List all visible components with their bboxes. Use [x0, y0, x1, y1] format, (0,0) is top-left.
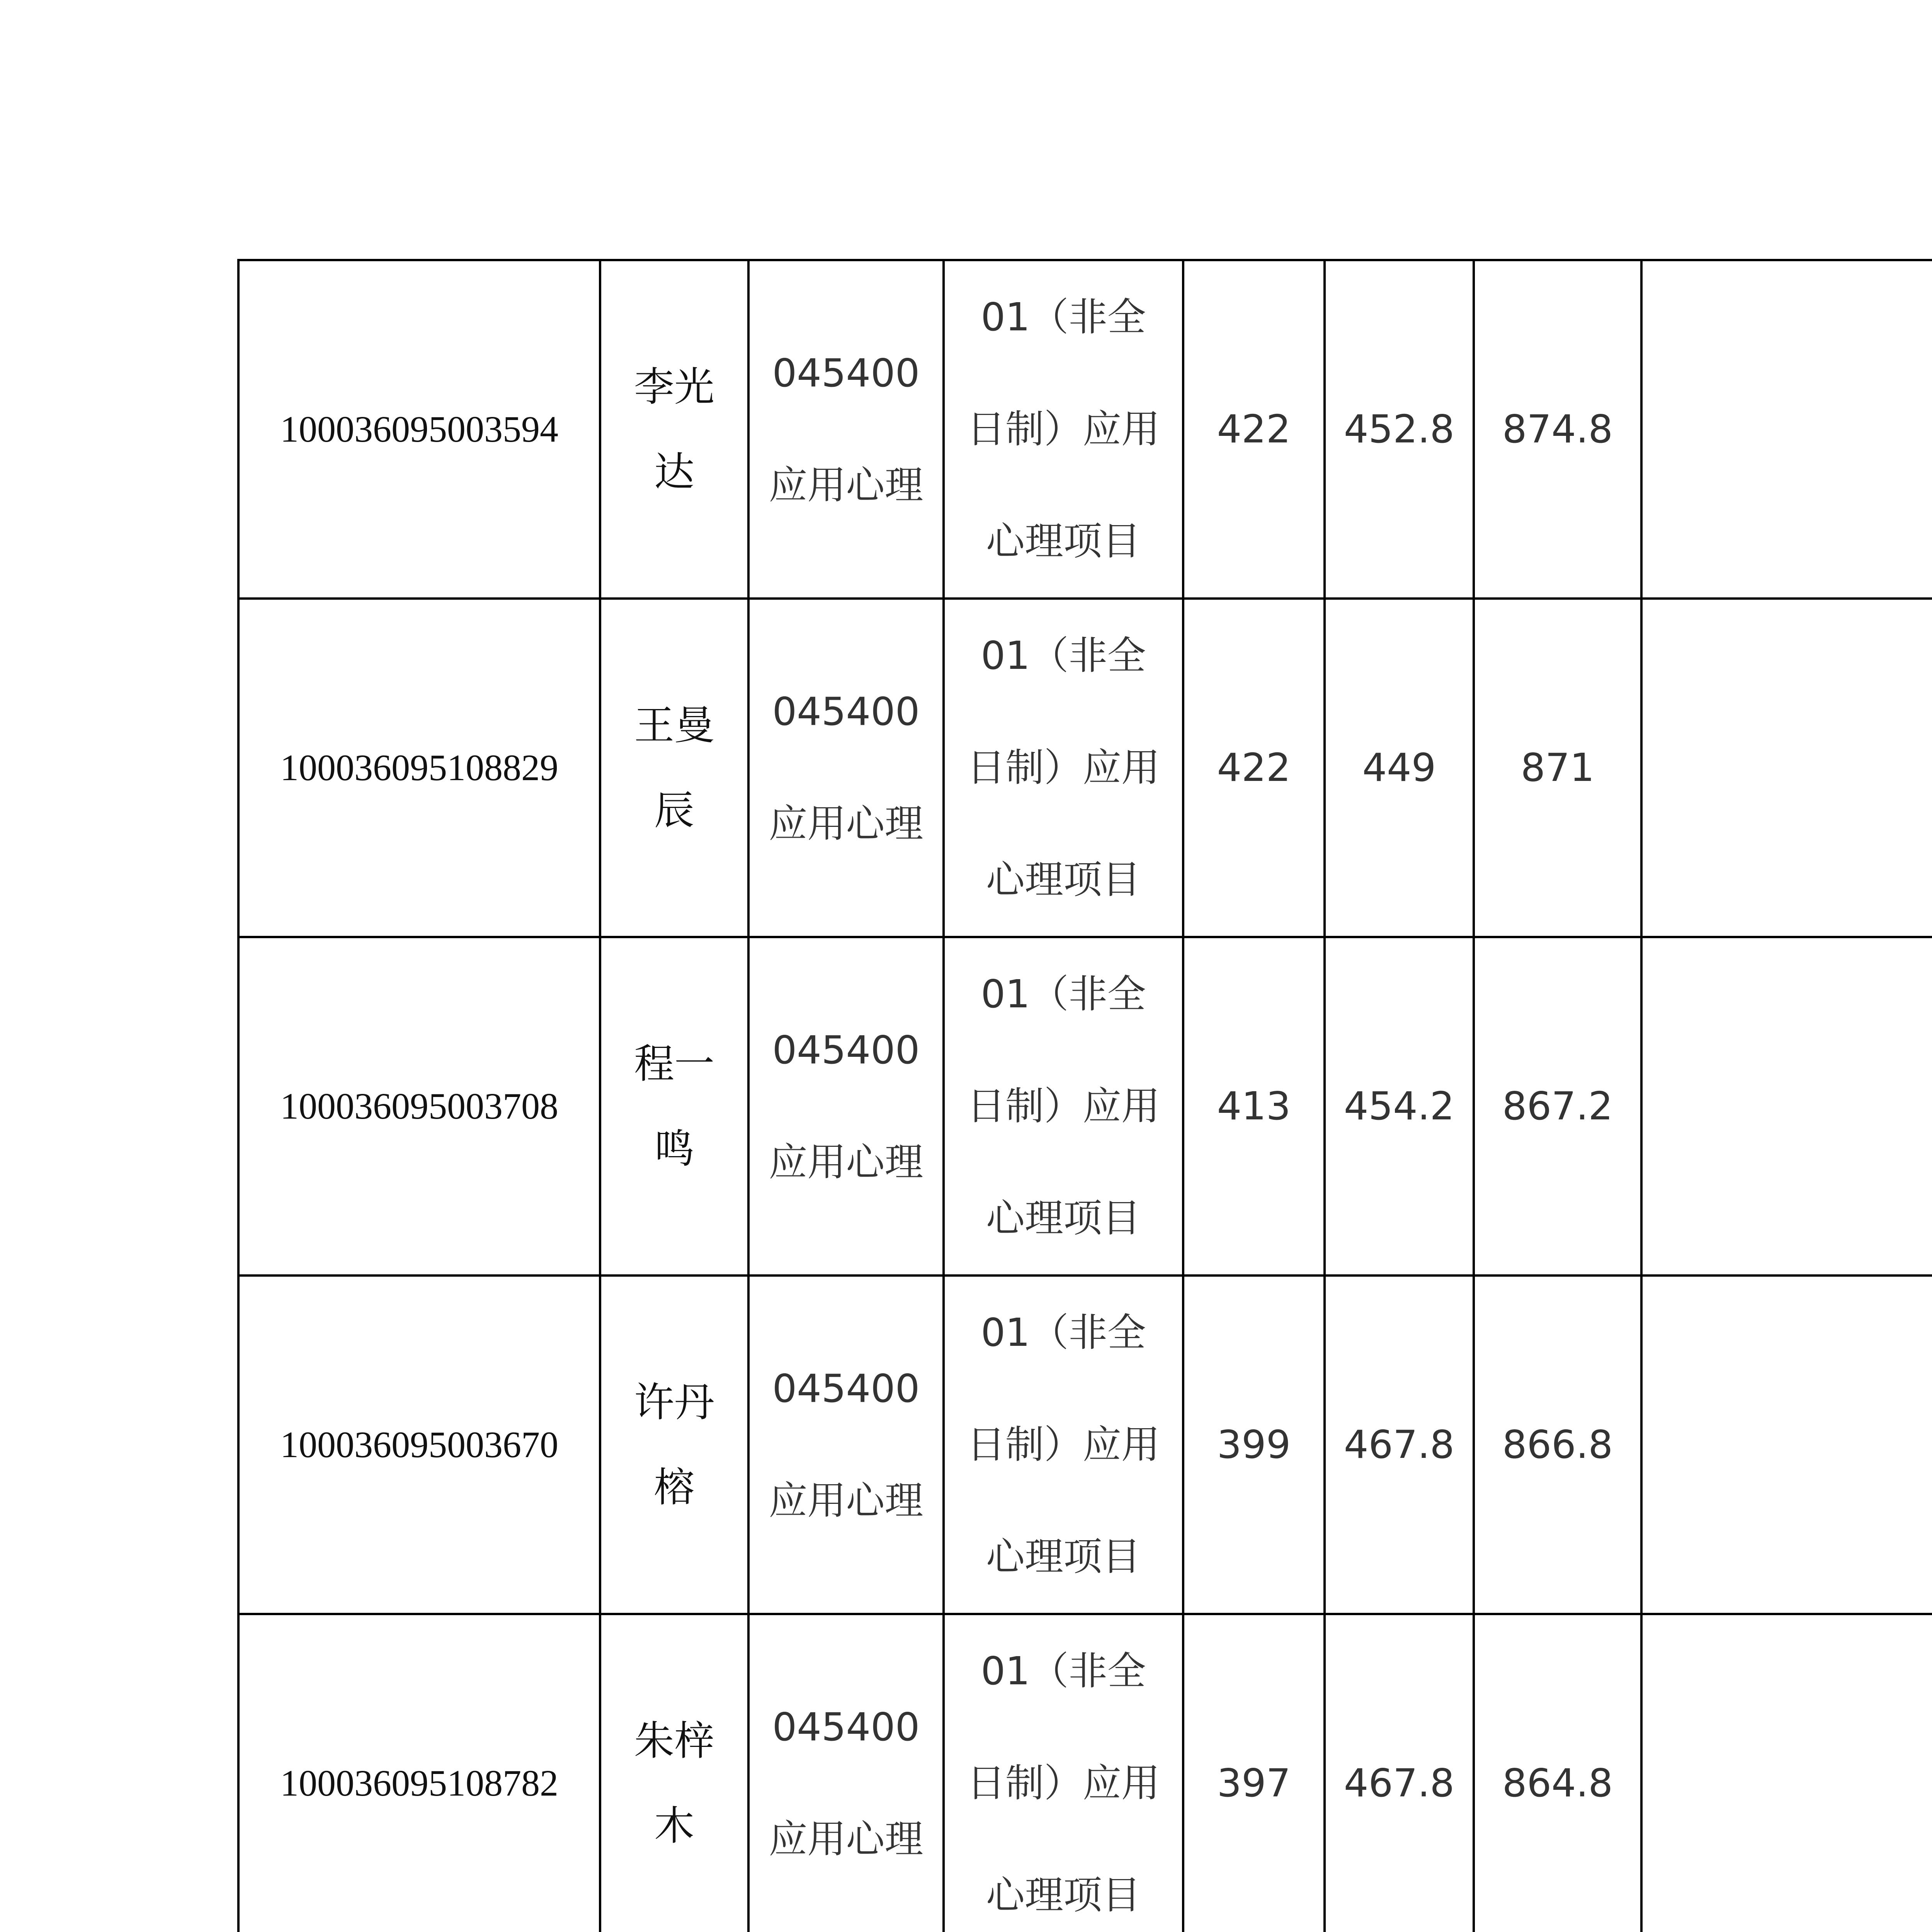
candidate-name-cell: 李光达 — [600, 260, 748, 599]
total-score-cell: 864.8 — [1474, 1614, 1641, 1932]
score1-cell: 413 — [1183, 937, 1325, 1276]
score2-cell: 467.8 — [1325, 1276, 1474, 1614]
candidate-id-cell: 100036095003594 — [238, 260, 600, 599]
table-row — [238, 599, 1932, 937]
candidate-name-cell: 朱梓木 — [600, 1614, 748, 1932]
major-cell: 045400应用心理 — [748, 937, 944, 1276]
candidate-id-cell: 100036095003670 — [238, 1276, 600, 1614]
table-row — [238, 1614, 1932, 1932]
major-cell: 045400应用心理 — [748, 1276, 944, 1614]
direction-cell: 01（非全日制）应用心理项目 — [944, 1614, 1183, 1932]
note-cell — [1641, 1276, 1932, 1614]
total-score-cell: 867.2 — [1474, 937, 1641, 1276]
table-row — [238, 260, 1932, 599]
direction-cell: 01（非全日制）应用心理项目 — [944, 937, 1183, 1276]
candidate-name-cell: 程一鸣 — [600, 937, 748, 1276]
direction-cell: 01（非全日制）应用心理项目 — [944, 260, 1183, 599]
candidate-name-cell: 王曼辰 — [600, 599, 748, 937]
score1-cell: 399 — [1183, 1276, 1325, 1614]
total-score-cell: 874.8 — [1474, 260, 1641, 599]
score1-cell: 422 — [1183, 599, 1325, 937]
table-row — [238, 1276, 1932, 1614]
note-cell — [1641, 937, 1932, 1276]
major-cell: 045400应用心理 — [748, 260, 944, 599]
candidate-name-cell: 许丹榕 — [600, 1276, 748, 1614]
admission-score-table — [237, 259, 1932, 1932]
note-cell — [1641, 1614, 1932, 1932]
total-score-cell: 871 — [1474, 599, 1641, 937]
direction-cell: 01（非全日制）应用心理项目 — [944, 599, 1183, 937]
note-cell — [1641, 260, 1932, 599]
score2-cell: 449 — [1325, 599, 1474, 937]
table-row — [238, 937, 1932, 1276]
score2-cell: 452.8 — [1325, 260, 1474, 599]
score2-cell: 454.2 — [1325, 937, 1474, 1276]
total-score-cell: 866.8 — [1474, 1276, 1641, 1614]
major-cell: 045400应用心理 — [748, 599, 944, 937]
candidate-id-cell: 100036095003708 — [238, 937, 600, 1276]
score1-cell: 397 — [1183, 1614, 1325, 1932]
candidate-id-cell: 100036095108782 — [238, 1614, 600, 1932]
direction-cell: 01（非全日制）应用心理项目 — [944, 1276, 1183, 1614]
major-cell: 045400应用心理 — [748, 1614, 944, 1932]
candidate-id-cell: 100036095108829 — [238, 599, 600, 937]
score1-cell: 422 — [1183, 260, 1325, 599]
score2-cell: 467.8 — [1325, 1614, 1474, 1932]
note-cell — [1641, 599, 1932, 937]
